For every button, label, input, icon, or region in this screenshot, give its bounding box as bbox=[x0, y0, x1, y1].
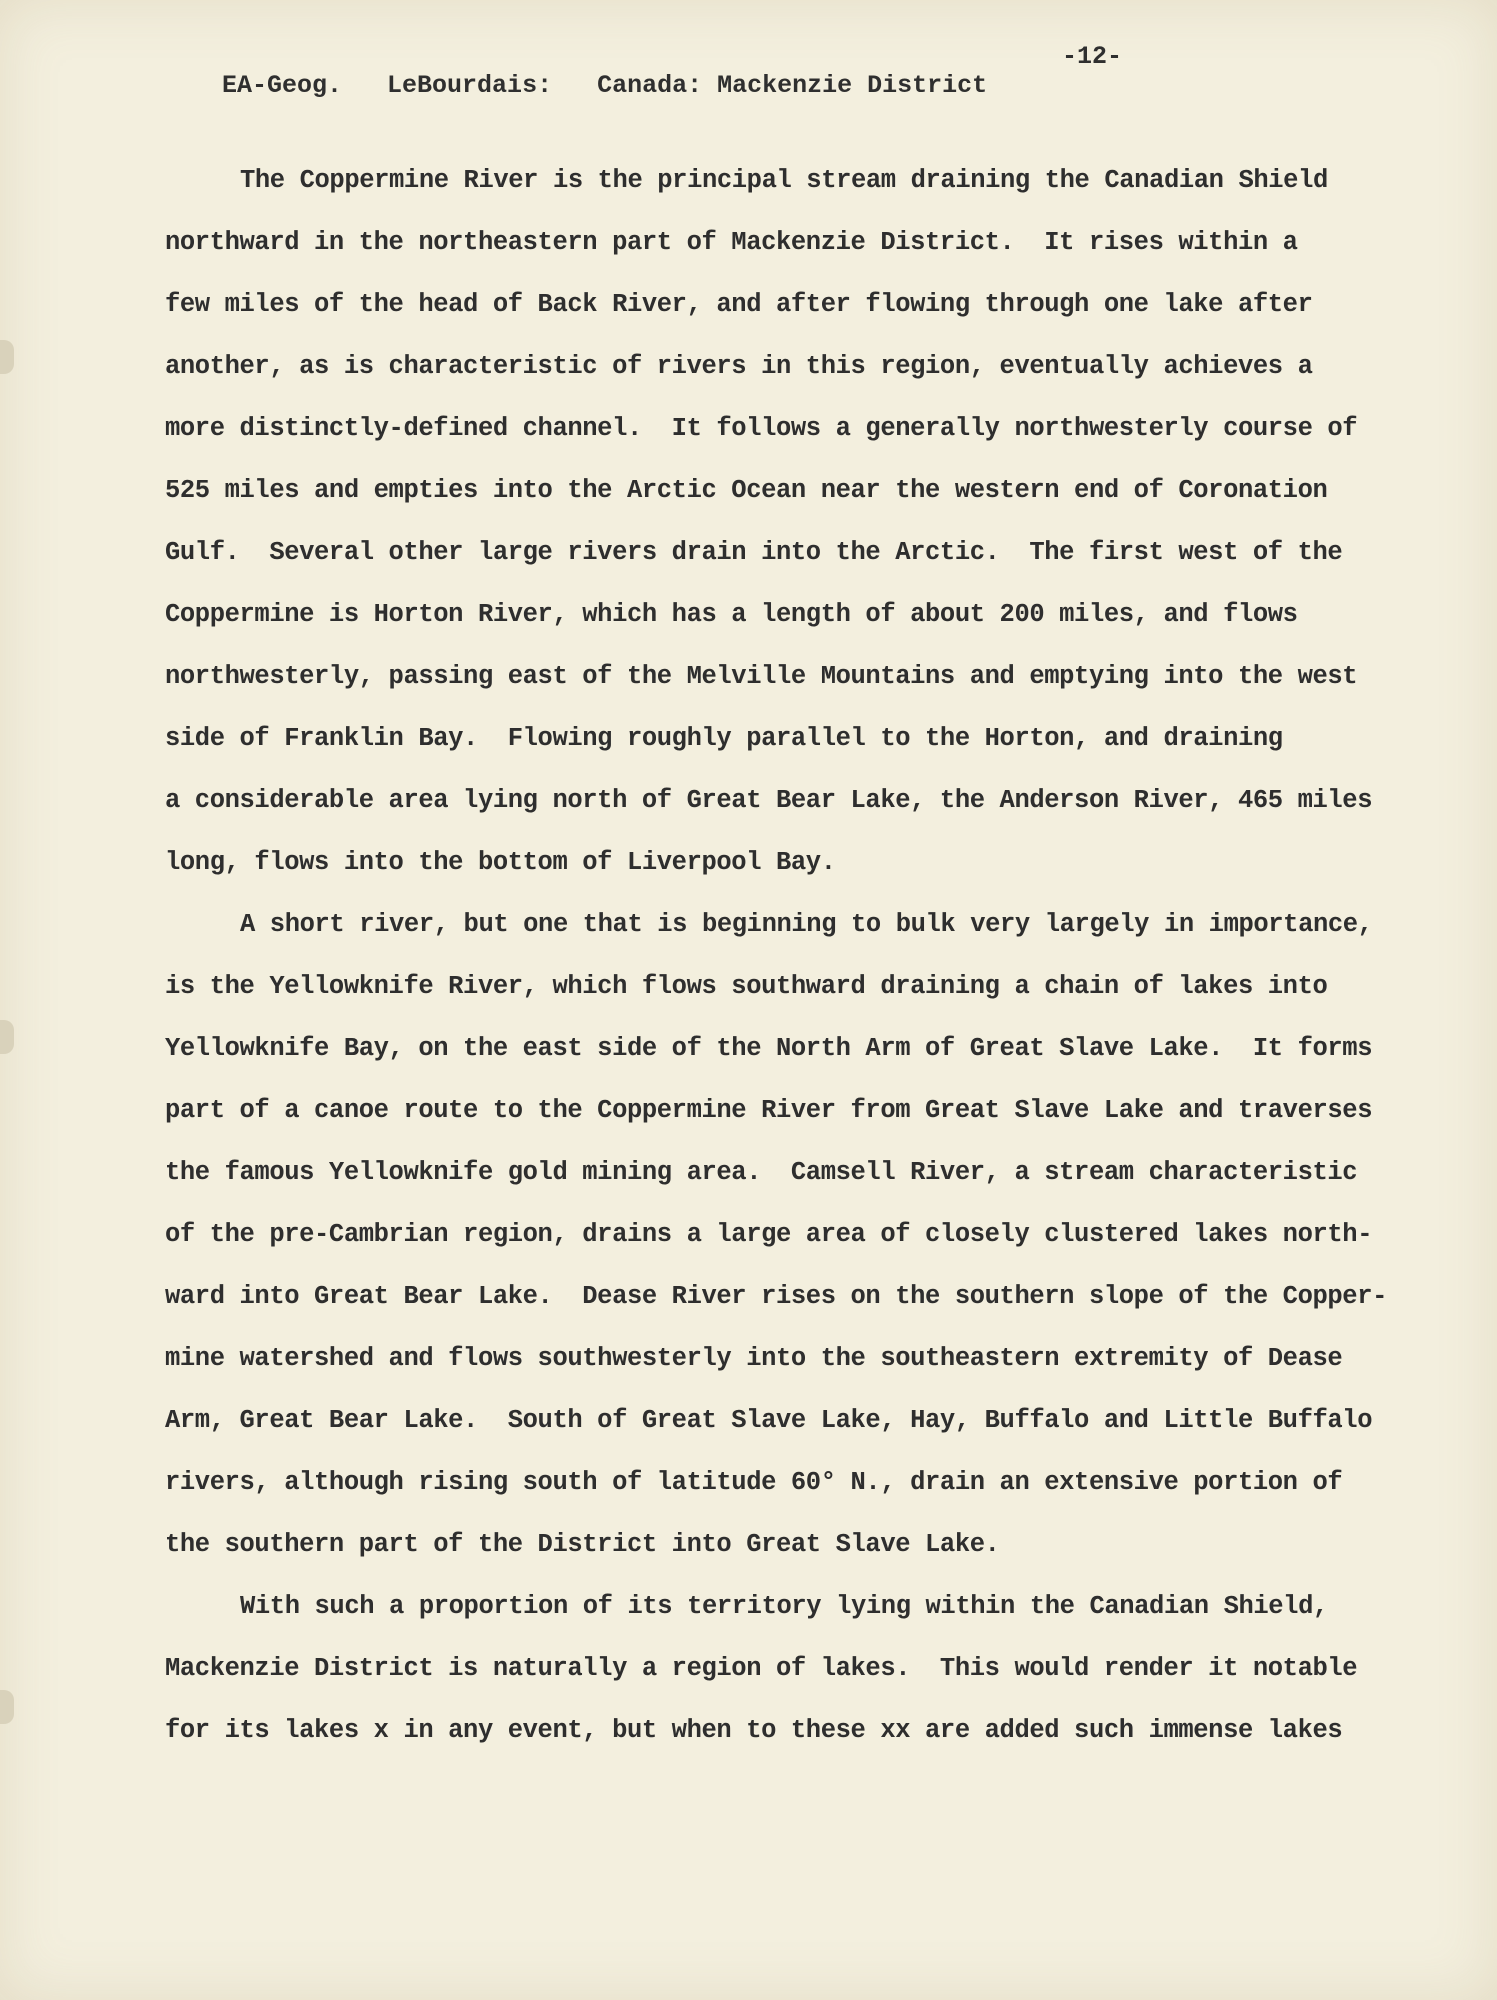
paragraph-line: another, as is characteristic of rivers in this region, eventually achieves a bbox=[165, 352, 1313, 381]
paragraph-line: northwesterly, passing east of the Melville Mountains and emptying into the west bbox=[165, 662, 1358, 691]
paragraph-line: for its lakes x in any event, but when to these xx are added such immense lakes bbox=[165, 1716, 1343, 1745]
paragraph-line: Coppermine is Horton River, which has a length of about 200 miles, and flows bbox=[165, 600, 1298, 629]
header-title: EA-Geog. LeBourdais: Canada: Mackenzie District bbox=[222, 71, 988, 100]
paragraph-line: is the Yellowknife River, which flows southward draining a chain of lakes into bbox=[165, 972, 1328, 1001]
paragraph-line: of the pre-Cambrian region, drains a large area of closely clustered lakes north- bbox=[165, 1220, 1373, 1249]
paragraph-line: Yellowknife Bay, on the east side of the North Arm of Great Slave Lake. It forms bbox=[165, 1034, 1373, 1063]
paragraph-line: rivers, although rising south of latitude 60° N., drain an extensive portion of bbox=[165, 1468, 1343, 1497]
punch-hole bbox=[0, 1020, 14, 1054]
body-text bbox=[165, 150, 1410, 1762]
punch-hole bbox=[0, 1690, 14, 1724]
paragraph-line: part of a canoe route to the Coppermine River from Great Slave Lake and traverses bbox=[165, 1096, 1373, 1125]
paragraph-line: the southern part of the District into Great Slave Lake. bbox=[165, 1530, 1000, 1559]
paragraph-line: Arm, Great Bear Lake. South of Great Slave Lake, Hay, Buffalo and Little Buffalo bbox=[165, 1406, 1373, 1435]
paragraph-line: a considerable area lying north of Great Bear Lake, the Anderson River, 465 miles bbox=[165, 786, 1373, 815]
paragraph-line: ward into Great Bear Lake. Dease River rises on the southern slope of the Copper- bbox=[165, 1282, 1388, 1311]
paragraph-line: Gulf. Several other large rivers drain into the Arctic. The first west of the bbox=[165, 538, 1343, 567]
punch-hole bbox=[0, 340, 14, 374]
paragraph-line: few miles of the head of Back River, and after flowing through one lake after bbox=[165, 290, 1313, 319]
paragraph-line: A short river, but one that is beginning to bulk very largely in importance, bbox=[240, 910, 1373, 939]
paragraph-line: side of Franklin Bay. Flowing roughly parallel to the Horton, and draining bbox=[165, 724, 1283, 753]
paragraph-line: The Coppermine River is the principal stream draining the Canadian Shield bbox=[240, 166, 1328, 195]
paragraph-line: 525 miles and empties into the Arctic Ocean near the western end of Coronation bbox=[165, 476, 1328, 505]
paragraph-line: mine watershed and flows southwesterly into the southeastern extremity of Dease bbox=[165, 1344, 1343, 1373]
page-number: -12- bbox=[1062, 42, 1123, 71]
paragraph-line: the famous Yellowknife gold mining area. Camsell River, a stream characteristic bbox=[165, 1158, 1358, 1187]
paragraph-line: Mackenzie District is naturally a region of lakes. This would render it notable bbox=[165, 1654, 1358, 1683]
page-header bbox=[162, 42, 1362, 158]
paragraph-line: more distinctly-defined channel. It follows a generally northwesterly course of bbox=[165, 414, 1358, 443]
paragraph-line: northward in the northeastern part of Mackenzie District. It rises within a bbox=[165, 228, 1298, 257]
paragraph-line: With such a proportion of its territory lying within the Canadian Shield, bbox=[240, 1592, 1328, 1621]
paragraph-line: long, flows into the bottom of Liverpool Bay. bbox=[165, 848, 836, 877]
